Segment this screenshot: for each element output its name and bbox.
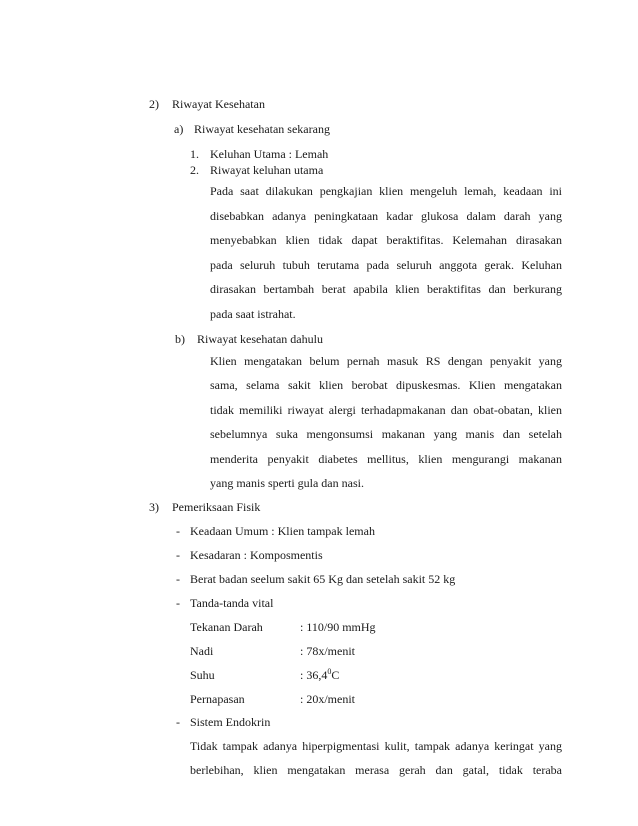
paragraph-line: menderita penyakit diabetes mellitus, klien mengurangi makanan (210, 452, 562, 466)
vital-value: : 20x/menit (300, 692, 355, 706)
section-3-heading: Pemeriksaan Fisik (172, 500, 261, 514)
paragraph-line: Klien mengatakan belum pernah masuk RS dengan penyakit yang (210, 354, 562, 368)
bullet-dash: - (176, 524, 180, 538)
paragraph-line: pada seluruh tubuh terutama pada seluruh anggota gerak. Keluhan (210, 258, 562, 272)
section-2-heading: Riwayat Kesehatan (172, 97, 265, 111)
paragraph-line: pada saat istrahat. (210, 307, 296, 321)
endokrin-title: Sistem Endokrin (190, 715, 271, 729)
vital-value: : 110/90 mmHg (300, 620, 376, 634)
paragraph-line: dirasakan bertambah berat apabila klien beraktifitas dan berkurang (210, 282, 562, 296)
item-1-number: 1. (190, 147, 199, 161)
vital-label: Tekanan Darah (190, 620, 263, 634)
paragraph-line: disebabkan adanya peningkataan kadar glukosa dalam darah yang (210, 209, 562, 223)
paragraph-line: yang manis sperti gula dan nasi. (210, 476, 364, 490)
subsection-b-title: Riwayat kesehatan dahulu (197, 332, 323, 346)
vital-label: Pernapasan (190, 692, 245, 706)
bullet-dash: - (176, 548, 180, 562)
subsection-b-label: b) (175, 332, 185, 346)
item-2-number: 2. (190, 163, 199, 177)
list-item: Keadaan Umum : Klien tampak lemah (190, 524, 375, 538)
paragraph-line: menyebabkan klien tidak dapat beraktifitas. Kelemahan dirasakan (210, 233, 562, 247)
vital-value: : 78x/menit (300, 644, 355, 658)
vital-label: Suhu (190, 668, 215, 682)
bullet-dash: - (176, 572, 180, 586)
vital-value: : 36,4$^0$C (300, 667, 340, 682)
item-2-text: Riwayat keluhan utama (210, 163, 324, 177)
bullet-dash: - (176, 596, 180, 610)
paragraph-line: Pada saat dilakukan pengkajian klien mengeluh lemah, keadaan ini (210, 184, 562, 198)
list-item: Berat badan seelum sakit 65 Kg dan setelah sakit 52 kg (190, 572, 456, 586)
paragraph-line: Tidak tampak adanya hiperpigmentasi kulit, tampak adanya keringat yang (190, 739, 562, 753)
bullet-dash: - (176, 715, 180, 729)
paragraph-line: berlebihan, klien mengatakan merasa gerah dan gatal, tidak teraba (190, 763, 562, 777)
paragraph-line: sebelumnya suka mengonsumsi makanan yang manis dan setelah (210, 427, 562, 441)
vital-label: Nadi (190, 644, 214, 658)
section-3-number: 3) (149, 500, 159, 514)
list-item: Kesadaran : Komposmentis (190, 548, 323, 562)
paragraph-line: sama, selama sakit klien berobat dipuskesmas. Klien mengatakan (210, 378, 562, 392)
list-item: Tanda-tanda vital (190, 596, 274, 610)
subsection-a-title: Riwayat kesehatan sekarang (194, 122, 330, 136)
paragraph-line: tidak memiliki riwayat alergi terhadapmakanan dan obat-obatan, klien (210, 403, 562, 417)
section-2-number: 2) (149, 97, 159, 111)
subsection-a-label: a) (174, 122, 184, 136)
item-1-text: Keluhan Utama : Lemah (210, 147, 329, 161)
